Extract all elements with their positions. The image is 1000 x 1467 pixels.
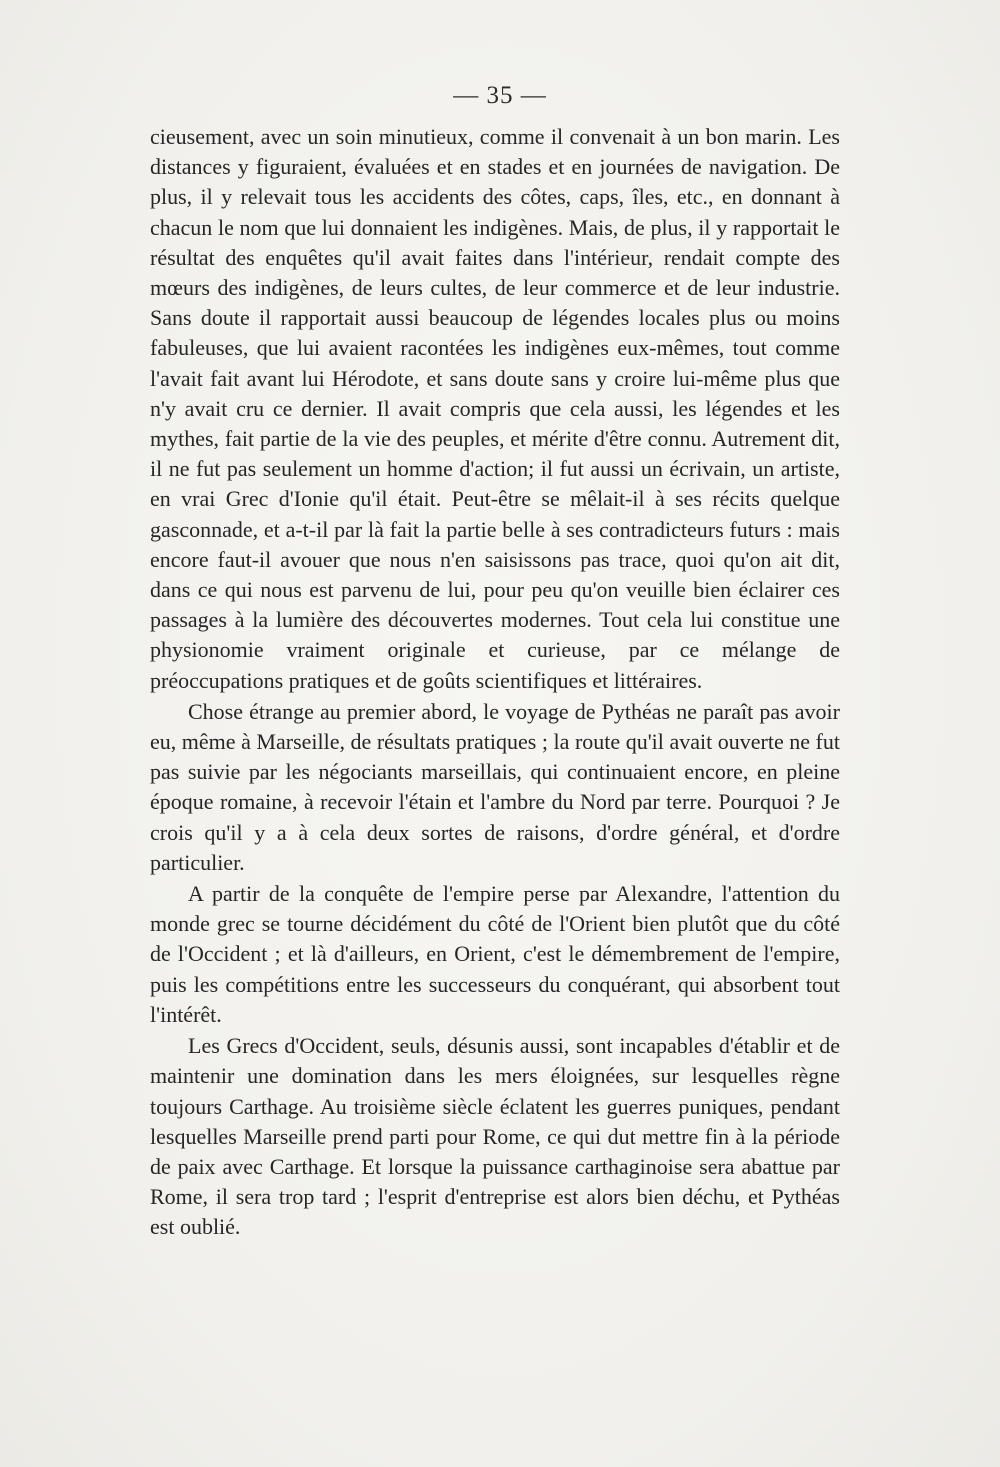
paragraph-voyage-results: Chose étrange au premier abord, le voyage de Pythéas ne paraît pas avoir eu, même à Marseille, de résultats pratiques ; la route qu'il avait ouverte ne fut pas suivie par les négociants marseillais, qui continuaient encore, en pleine époque romaine, à recevoir l'étain et l'ambre du Nord par terre. Pourquoi ? Je crois qu'il y a à cela deux sortes de raisons, d'ordre général, et d'ordre particulier. xyxy=(150,698,840,875)
body-text xyxy=(150,122,840,1243)
paragraph-alexander: A partir de la conquête de l'empire perse par Alexandre, l'attention du monde grec se tourne décidément du côté de l'Orient bien plutôt que du côté de l'Occident ; et là d'ailleurs, en Orient, c'est le démembrement de l'empire, puis les compétitions entre les successeurs du conquérant, qui absorbent tout l'intérêt. xyxy=(150,881,840,1027)
paragraph-continuation: cieusement, avec un soin minutieux, comme il convenait à un bon marin. Les distances y figuraient, évaluées et en stades et en journées de navigation. De plus, il y relevait tous les accidents des côtes, caps, îles, etc., en donnant à chacun le nom que lui donnaient les indigènes. Mais, de plus, il y rapportait le résultat des enquêtes qu'il avait faites dans l'intérieur, rendait compte des mœurs des indigènes, de leurs cultes, de leur commerce et de leur industrie. Sans doute il rapportait aussi beaucoup de légendes locales plus ou moins fabuleuses, que lui avaient racontées les indigènes eux-mêmes, tout comme l'avait fait avant lui Hérodote, et sans doute sans y croire lui-même plus que n'y avait cru ce dernier. Il avait compris que cela aussi, les légendes et les mythes, fait partie de la vie des peuples, et mérite d'être connu. Autrement dit, il ne fut pas seulement un homme d'action; il fut aussi un écrivain, un artiste, en vrai Grec d'Ionie qu'il était. Peut-être se mêlait-il à ses récits quelque gasconnade, et a-t-il par là fait la partie belle à ses contradicteurs futurs : mais encore faut-il avouer que nous n'en saisissons pas trace, quoi qu'on ait dit, dans ce qui nous est parvenu de lui, pour peu qu'on veuille bien éclairer ces passages à la lumière des découvertes modernes. Tout cela lui constitue une physionomie vraiment originale et curieuse, par ce mélange de préoccupations pratiques et de goûts scientifiques et littéraires. xyxy=(150,124,840,693)
paragraph-western-greeks: Les Grecs d'Occident, seuls, désunis aussi, sont incapables d'établir et de maintenir une domination dans les mers éloignées, sur lesquelles règne toujours Carthage. Au troisième siècle éclatent les guerres puniques, pendant lesquelles Marseille prend parti pour Rome, ce qui dut mettre fin à la période de paix avec Carthage. Et lorsque la puissance carthaginoise sera abattue par Rome, il sera trop tard ; l'esprit d'entreprise est alors bien déchu, et Pythéas est oublié. xyxy=(150,1033,840,1240)
page-number: — 35 — xyxy=(453,82,547,109)
